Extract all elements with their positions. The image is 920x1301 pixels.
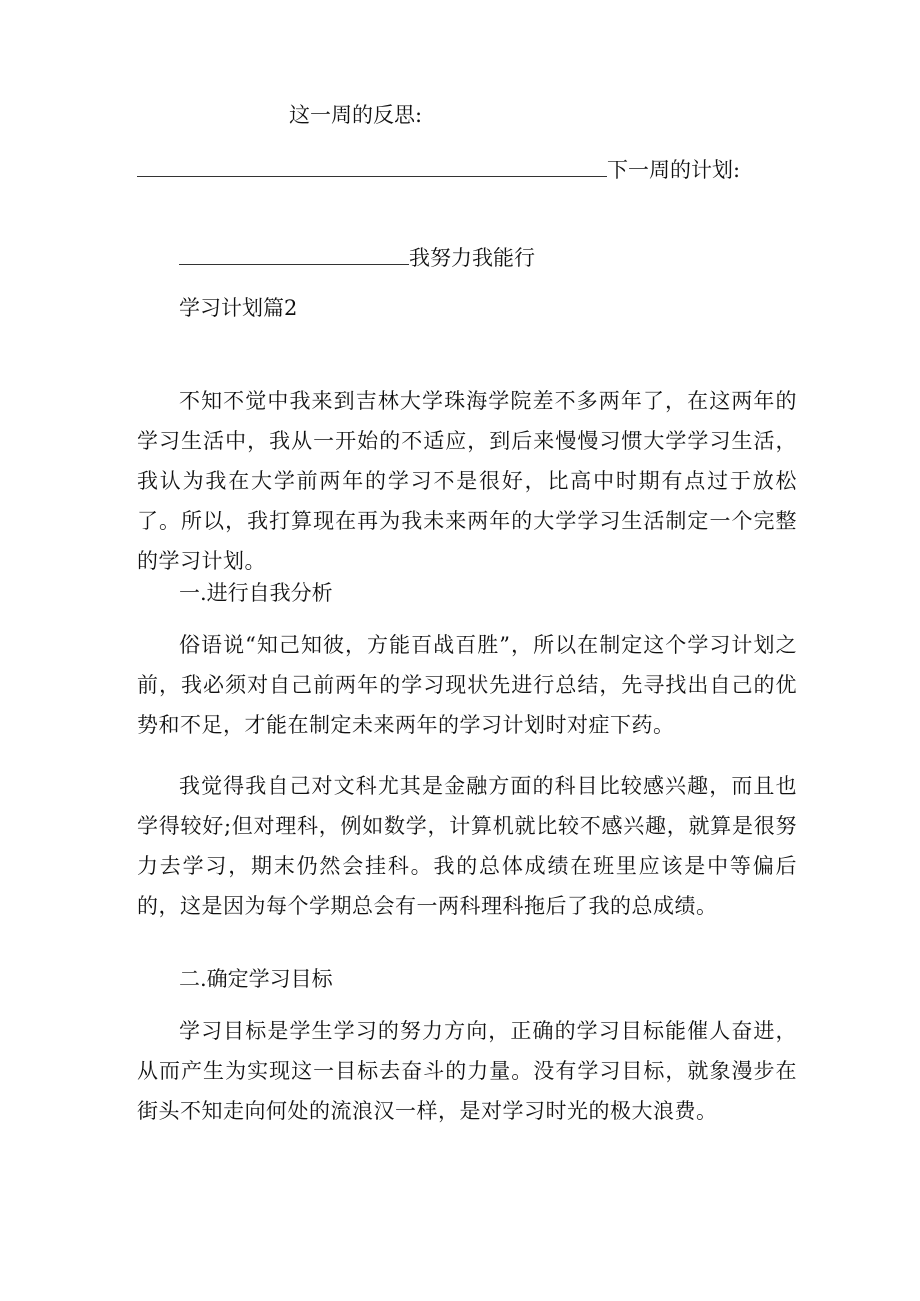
article-title: 学习计划篇2 bbox=[179, 296, 298, 320]
motto-row bbox=[179, 244, 535, 270]
reflection-label: 这一周的反思: bbox=[289, 103, 423, 127]
section1-heading: 一.进行自我分析 bbox=[179, 581, 333, 605]
section1-paragraph-1: 俗语说“知己知彼，方能百战百胜”，所以在制定这个学习计划之前，我必须对自己前两年的学习现状先进行总结，先寻找出自己的优势和不足，才能在制定未来两年的学习计划时对症下药。 bbox=[137, 633, 797, 737]
section2-heading: 二.确定学习目标 bbox=[179, 967, 333, 991]
motto-text: 我努力我能行 bbox=[409, 246, 535, 270]
section1-paragraph-2: 我觉得我自己对文科尤其是金融方面的科目比较感兴趣，而且也学得较好;但对理科，例如数学，计算机就比较不感兴趣，就算是很努力去学习，期末仍然会挂科。我的总体成绩在班里应该是中等偏后的，这是因为每个学期总会有一两科理科拖后了我的总成绩。 bbox=[137, 774, 797, 918]
reflection-blank-line bbox=[137, 156, 607, 177]
next-plan-blank-line bbox=[179, 244, 409, 265]
intro-paragraph: 不知不觉中我来到吉林大学珠海学院差不多两年了，在这两年的学习生活中，我从一开始的不适应，到后来慢慢习惯大学学习生活，我认为我在大学前两年的学习不是很好，比高中时期有点过于放松了。所以，我打算现在再为我未来两年的大学学习生活制定一个完整的学习计划。 bbox=[137, 389, 797, 573]
next-plan-row bbox=[137, 156, 740, 182]
section2-paragraph-1: 学习目标是学生学习的努力方向，正确的学习目标能催人奋进，从而产生为实现这一目标去奋斗的力量。没有学习目标，就象漫步在街头不知走向何处的流浪汉一样，是对学习时光的极大浪费。 bbox=[137, 1019, 797, 1123]
next-plan-label: 下一周的计划: bbox=[607, 158, 741, 182]
